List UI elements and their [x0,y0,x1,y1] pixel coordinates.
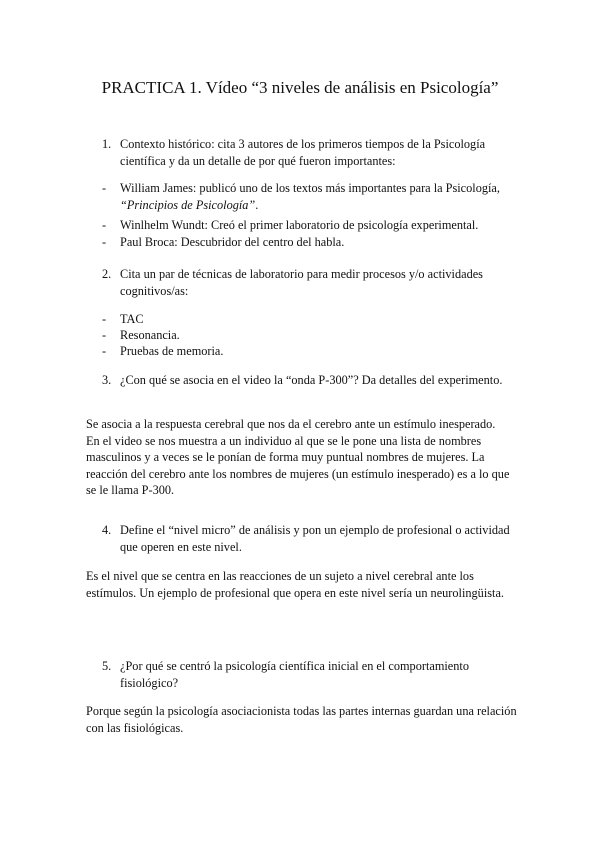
page-title: PRACTICA 1. Vídeo “3 niveles de análisis en Psicología” [101,78,499,97]
list-dash: - [102,328,107,342]
answer1-item-1 [102,180,530,213]
answer-paragraph: Es el nivel que se centra en las reacciones de un sujeto a nivel cerebral ante los estímulos. Un ejemplo de profesional que opera en este nivel sería un neurolingüista. [86,569,504,600]
question-number: 1. [102,137,112,151]
question-5 [102,658,520,691]
question-number: 4. [102,523,112,537]
list-dash: - [102,312,107,326]
question-3 [102,372,520,389]
question-1 [102,136,520,169]
answer-paragraph: Porque según la psicología asociacionista todas las partes internas guardan una relación con las fisiológicas. [86,704,517,735]
answer2-item-1 [102,311,530,328]
list-dash: - [102,235,107,249]
list-dash: - [102,218,107,232]
answer-text: Resonancia. [120,328,180,342]
question-number: 5. [102,659,112,673]
answer-text: Paul Broca: Descubridor del centro del habla. [120,235,345,249]
question-4 [102,522,520,555]
question-text: Cita un par de técnicas de laboratorio para medir procesos y/o actividades cognitivos/as: [120,267,483,298]
answer1-item-3 [102,234,530,251]
answer5 [86,703,518,736]
answer-text: Pruebas de memoria. [120,344,224,358]
answer3 [86,416,518,499]
answer-paragraph: En el video se nos muestra a un individuo al que se le pone una lista de nombres masculinos y a veces se le ponían de forma muy puntual nombres de mujeres. La reacción del cerebro ante los nombres de mujeres (un estímulo inesperado) es a lo que se le llama P-300. [86,433,510,497]
question-text: ¿Con qué se asocia en el video la “onda P-300”? Da detalles del experimento. [120,373,503,387]
answer2-item-3 [102,343,530,360]
answer-text: William James: publicó uno de los textos más importantes para la Psicología, [120,181,500,195]
answer-paragraph: Se asocia a la respuesta cerebral que nos da el cerebro ante un estímulo inesperado. [86,417,496,431]
answer2-item-2 [102,327,530,344]
question-text: Define el “nivel micro” de análisis y pon un ejemplo de profesional o actividad que operen en este nivel. [120,523,510,554]
answer-text: Winlhelm Wundt: Creó el primer laboratorio de psicología experimental. [120,218,479,232]
question-number: 2. [102,267,112,281]
question-number: 3. [102,373,112,387]
list-dash: - [102,344,107,358]
answer-text: TAC [120,312,144,326]
list-dash: - [102,181,107,195]
question-2 [102,266,520,299]
question-text: ¿Por qué se centró la psicología científica inicial en el comportamiento fisiológico? [120,659,469,690]
answer1-item-2 [102,217,530,234]
answer-text-tail: . [255,197,259,212]
book-title: “Principios de Psicología” [120,197,256,212]
question-text: Contexto histórico: cita 3 autores de los primeros tiempos de la Psicología científica y da un detalle de por qué fueron importantes: [120,137,486,168]
answer4 [86,568,518,601]
